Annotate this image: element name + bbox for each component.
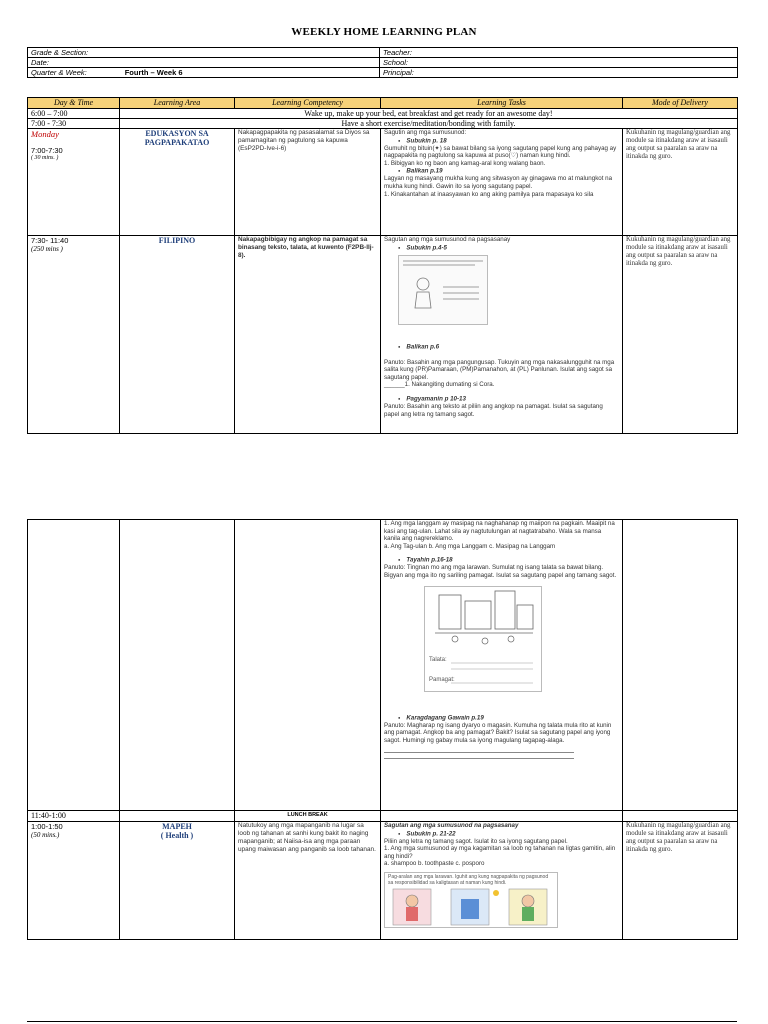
header-mode: Mode of Delivery (623, 98, 738, 109)
grade-section-label: Grade & Section: (28, 48, 380, 58)
header-competency: Learning Competency (235, 98, 381, 109)
safety-pictures-image (384, 872, 558, 928)
lunch-break-label: LUNCH BREAK (235, 811, 381, 822)
schedule-time-1: 6:00 – 7:00 (28, 109, 120, 119)
row1-day-time (28, 129, 120, 236)
row3-tasks (381, 822, 623, 940)
row3-mode: Kukuhanin ng magulang/guardian ang module sa itinakdang araw at isasauli ang output sa paaralan sa araw na itinakda ng guro. (623, 822, 738, 940)
row1-tasks-intro: Sagutin ang mga sumusunod: (384, 129, 467, 136)
quarter-label: Quarter & Week: (31, 68, 87, 77)
row2-competency: Nakapagbibigay ng angkop na pamagat sa binasang teksto, talata, at kuwento (F2PB-IIj-8). (235, 236, 381, 434)
cont-task3: Panuto: Magharap ng isang dyaryo o magasin. Kumuha ng talata mula rito at kunin ang pamagat. Angkop ba ang pamagat? Bakit? Isulat sa sagutang papel ang iyong sagot. Humingi ng gabay mula sa iyong magulang tagapag-alaga. (384, 721, 612, 744)
learning-plan-table-continued (27, 519, 738, 940)
row3-area-sub: ( Health ) (160, 831, 194, 840)
row2-time: 7:30- 11:40 (31, 236, 69, 245)
cont-task2: Panuto: Tingnan mo ang mga larawan. Sumulat ng isang talata sa bawat bilang. Bigyan ang mga ito ng sariling pamagat. Isulat sa sagutang papel ang tamang sagot. (384, 564, 617, 579)
cont-day-time (28, 520, 120, 811)
row2-sub2: ● Balikan p.6 (384, 343, 619, 351)
row2-sub3: ● Pagyamanin p 10-13 (384, 395, 619, 403)
header-tasks: Learning Tasks (381, 98, 623, 109)
drawing-exercise-image (424, 586, 542, 692)
cont-tasks (381, 520, 623, 811)
row1-sub2: ● Balikan p.19 (384, 167, 619, 175)
cont-task1-choices: a. Ang Tag-ulan b. Ang mga Langgam c. Masipag na Langgam (384, 542, 556, 550)
info-table (27, 47, 738, 78)
row2-task3: Panuto: Basahin ang teksto at piliin ang angkop na pamagat. Isulat sa sagutang papel ang letra ng tamang sagot. (384, 403, 603, 418)
day-label: Monday (31, 129, 59, 139)
teacher-label: Teacher: (380, 48, 738, 58)
row2-sub1: ● Subukin p.4-5 (384, 244, 619, 252)
worksheet-image (398, 255, 488, 325)
date-label: Date: (28, 58, 380, 68)
row3-day-time (28, 822, 120, 940)
row2-task2: ______1. Nakangiting dumating si Cora. (384, 381, 495, 389)
row1-time: 7:00-7:30 (31, 146, 63, 155)
row2-task1: Panuto: Basahin ang mga pangungusap. Tukuyin ang mga nakasalungguhit na mga salita kung (PR)Pamaraan, (PM)Pamanahon, at (PL) Panlunan. Isulat ang sagot sa sagutang papel. (384, 358, 615, 381)
row1-task1: Gumuhit ng bituin(✦) sa bawat bilang sa iyong sagutang papel kung ang pahayag ay nagpapakita ng pagtulong sa kapuwa at puso(♡) naman kung hindi. (384, 144, 617, 160)
learning-plan-table (27, 97, 738, 434)
row1-sub1: ● Subukin p. 18 (384, 137, 619, 145)
row3-task-a: Piliin ang letra ng tamang sagot. Isulat ito sa iyong sagutang papel. (384, 837, 568, 845)
cont-competency (235, 520, 381, 811)
row1-tasks (381, 129, 623, 236)
row2-tasks-intro: Sagutan ang mga sumusunod na pagsasanay (384, 236, 511, 243)
row1-learning-area: EDUKASYON SA PAGPAPAKATAO (120, 129, 235, 236)
safety-pictures-caption: Pag-aralan ang mga larawan. Iguhit ang kung nagpapakita ng pagsunod sa responsibilidad sa kaligtasan at naman kung hindi. (388, 874, 549, 886)
row3-task-b: 1. Ang mga sumusunod ay mga kagamitan sa loob ng tahanan na ligtas gamitin, alin ang hindi? (384, 845, 616, 860)
header-day-time: Day & Time (28, 98, 120, 109)
row2-tasks (381, 236, 623, 434)
page-bottom-divider (27, 1021, 737, 1022)
row2-mins: (250 mins ) (31, 245, 63, 253)
row3-area-name: MAPEH (162, 822, 192, 831)
page-title: WEEKLY HOME LEARNING PLAN (291, 26, 477, 38)
row1-task3: Lagyan ng masayang mukha kung ang sitwasyon ay ginagawa mo at malungkot na mukha kung hindi. Gawin ito sa iyong sagutang papel. (384, 175, 613, 191)
principal-label: Principal: (380, 68, 738, 78)
row1-task2: 1. Bibigyan ko ng baon ang kamag-aral kong walang baon. (384, 159, 546, 167)
row2-mode: Kukuhanin ng magulang/guardian ang module sa itinakdang araw at isasauli ang output sa paaralan sa araw na itinakda ng guro. (623, 236, 738, 434)
header-learning-area: Learning Area (120, 98, 235, 109)
lunch-area (120, 811, 235, 822)
row3-sub: ● Subukin p. 21-22 (384, 830, 619, 838)
lunch-time: 11:40-1:00 (28, 811, 120, 822)
lunch-mode (623, 811, 738, 822)
cont-task1: 1. Ang mga langgam ay masipag na naghahanap ng maiipon na pagkain. Maaipit na kasi ang tag-ulan. Lahat sila ay nagtutulungan at nagtatrabaho. Wala sa mansa kanila ang nagrereklamo. (384, 520, 615, 543)
row1-task4: 1. Kinakantahan at inaasyawan ko ang aking pamilya para mapasaya ko sila (384, 190, 594, 198)
schedule-time-2: 7:00 - 7:30 (28, 119, 120, 129)
schedule-text-1: Wake up, make up your bed, eat breakfast and get ready for an awesome day! (120, 109, 738, 119)
answer-line (384, 750, 574, 753)
answer-line (384, 756, 574, 759)
row3-competency: Natutukoy ang mga mapanganib na lugar sa loob ng tahanan at sanhi kung bakit ito naging mapanganib; at Naiisa-isa ang mga paraan upang maiwasan ang panganib sa loob tahanan. (235, 822, 381, 940)
row3-learning-area (120, 822, 235, 940)
cont-sub2: ● Karagdagang Gawain p.19 (384, 714, 619, 722)
quarter-cell (28, 68, 380, 78)
row1-competency: Nakapagpapakita ng pasasalamat sa Diyos sa pamamagitan ng pagtulong sa kapuwa (EsP2PD-Ive-i-6) (235, 129, 381, 236)
cont-mode (623, 520, 738, 811)
figure-label-pamagat: Pamagat: (429, 676, 455, 683)
row2-day-time (28, 236, 120, 434)
quarter-value: Fourth – Week 6 (124, 68, 183, 77)
schedule-text-2: Have a short exercise/meditation/bonding with family. (120, 119, 738, 129)
row1-mode: Kukuhanin ng magulang/guardian ang module sa itinakdang araw at isasauli ang output sa paaralan sa araw na itinakda ng guro. (623, 129, 738, 236)
cont-sub1: ● Tayahin p.16-18 (384, 556, 619, 564)
row3-tasks-intro: Sagutan ang mga sumusunod na pagsasanay (384, 822, 519, 829)
figure-label-talata: Talata: (429, 656, 447, 663)
row3-mins: (50 mins.) (31, 831, 60, 839)
lunch-tasks (381, 811, 623, 822)
row3-task-c: a. shampoo b. toothpaste c. posporo (384, 860, 485, 868)
row3-time: 1:00-1:50 (31, 822, 63, 831)
row2-learning-area: FILIPINO (120, 236, 235, 434)
school-label: School: (380, 58, 738, 68)
cont-area (120, 520, 235, 811)
row1-mins: ( 30 mins. ) (31, 155, 59, 161)
